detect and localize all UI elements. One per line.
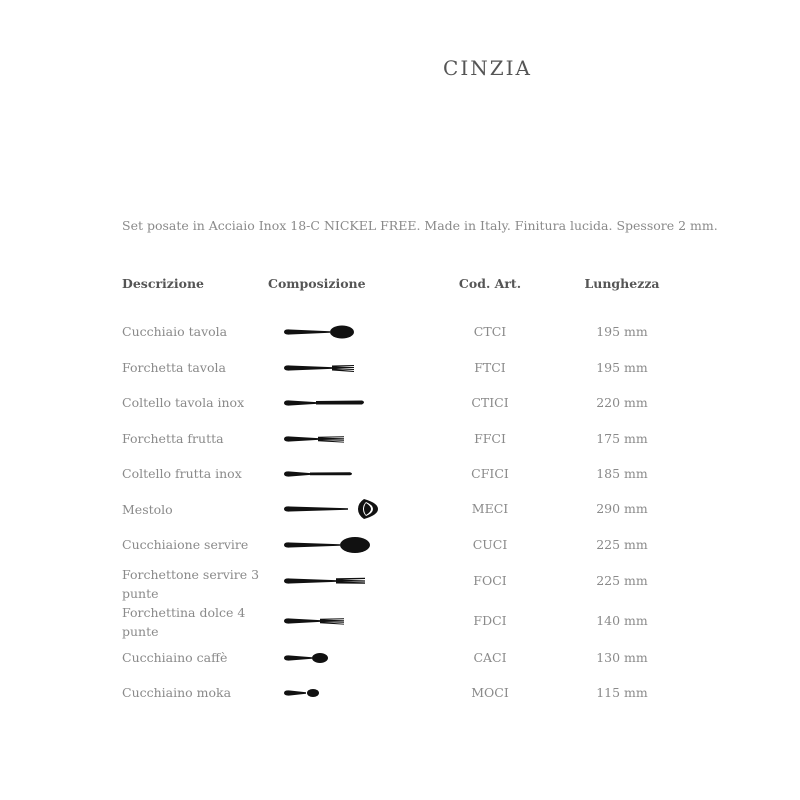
- item-description: Forchettina dolce 4 punte: [122, 605, 246, 639]
- item-length: 220 mm: [596, 395, 648, 410]
- table-row: [0, 683, 800, 719]
- item-length: 130 mm: [596, 650, 648, 665]
- item-description: Cucchiaione servire: [122, 537, 249, 552]
- table-row: [0, 565, 800, 601]
- item-length: 195 mm: [596, 360, 648, 375]
- header-descrizione: Descrizione: [122, 276, 205, 291]
- item-description: Coltello frutta inox: [122, 466, 242, 481]
- spoon-icon: [282, 322, 382, 342]
- item-description: Forchetta frutta: [122, 431, 224, 446]
- table-row: [0, 322, 800, 358]
- table-row: [0, 464, 800, 500]
- table-row: [0, 429, 800, 465]
- knife-icon: [282, 393, 382, 413]
- item-length: 140 mm: [596, 613, 648, 628]
- header-lunghezza: Lunghezza: [584, 276, 660, 291]
- item-description: Mestolo: [122, 502, 173, 517]
- table-row: [0, 358, 800, 394]
- item-description: Cucchiaio tavola: [122, 324, 228, 339]
- header-codice: Cod. Art.: [458, 276, 522, 291]
- item-code: CTICI: [471, 395, 509, 410]
- serving-fork-icon: [282, 571, 382, 591]
- item-code: FOCI: [473, 573, 507, 588]
- item-code: FFCI: [474, 431, 506, 446]
- fork-icon: [282, 358, 382, 378]
- item-description: Forchetta tavola: [122, 360, 226, 375]
- item-description: Coltello tavola inox: [122, 395, 245, 410]
- cake-fork-icon: [282, 611, 382, 631]
- item-code: CACI: [473, 650, 507, 665]
- header-composizione: Composizione: [268, 276, 366, 291]
- table-row: [0, 648, 800, 684]
- item-length: 175 mm: [596, 431, 648, 446]
- product-description: Set posate in Acciaio Inox 18-C NICKEL FREE. Made in Italy. Finitura lucida. Spessore 2 mm.: [122, 218, 718, 233]
- page-title: CINZIA: [443, 56, 532, 80]
- fruit-fork-icon: [282, 429, 382, 449]
- table-row: [0, 393, 800, 429]
- item-length: 115 mm: [596, 685, 648, 700]
- item-length: 225 mm: [596, 537, 648, 552]
- item-length: 195 mm: [596, 324, 648, 339]
- moka-spoon-icon: [282, 683, 382, 703]
- item-code: FTCI: [474, 360, 506, 375]
- item-description: Forchettone servire 3 punte: [122, 567, 260, 601]
- item-code: FDCI: [473, 613, 507, 628]
- item-code: CFICI: [471, 466, 509, 481]
- item-code: CTCI: [473, 324, 507, 339]
- coffee-spoon-icon: [282, 648, 382, 668]
- table-row: [0, 500, 800, 536]
- table-row: [0, 603, 800, 639]
- ladle-icon: [282, 499, 382, 519]
- serving-spoon-icon: [282, 535, 382, 555]
- item-length: 290 mm: [596, 501, 648, 516]
- item-description: Cucchiaino moka: [122, 685, 232, 700]
- fruit-knife-icon: [282, 464, 382, 484]
- item-code: CUCI: [472, 537, 508, 552]
- item-length: 225 mm: [596, 573, 648, 588]
- item-code: MECI: [471, 501, 509, 516]
- item-code: MOCI: [471, 685, 509, 700]
- item-length: 185 mm: [596, 466, 648, 481]
- item-description: Cucchiaino caffè: [122, 650, 228, 665]
